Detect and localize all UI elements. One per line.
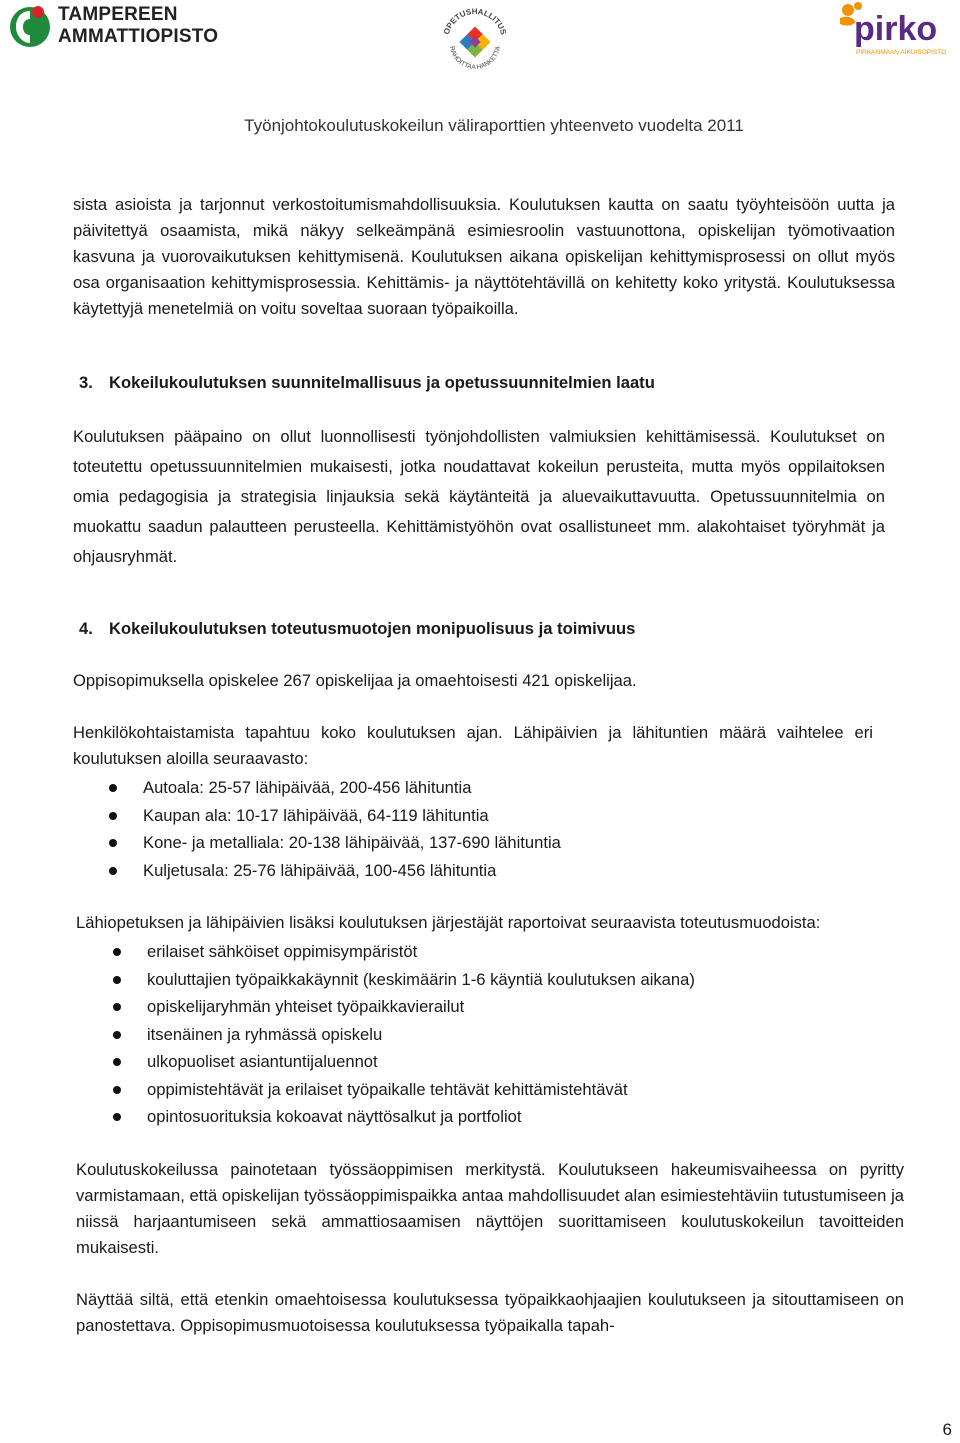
bullet-icon	[113, 1113, 121, 1121]
field-item	[73, 774, 903, 802]
pirko-subtitle: PIRKANMAAN AIKUISOPISTO	[856, 49, 947, 56]
bullet-icon	[113, 1003, 121, 1011]
field-item-text: Kuljetusala: 25-76 lähipäivää, 100-456 lähituntia	[143, 860, 497, 880]
field-item-text: Kaupan ala: 10-17 lähipäivää, 64-119 lähituntia	[143, 805, 489, 825]
field-item-text: Kone- ja metalliala: 20-138 lähipäivää, 137-690 lähituntia	[143, 833, 561, 852]
forms-intro-paragraph: Lähiopetuksen ja lähipäivien lisäksi koulutuksen järjestäjät raportoivat seuraavista toteutusmuodoista:	[76, 913, 821, 932]
page-number: 6	[942, 1420, 952, 1439]
form-item	[73, 1048, 903, 1076]
running-title: Työnjohtokoulutuskokeilun väliraporttien yhteenveto vuodelta 2011	[244, 116, 744, 135]
bullet-icon	[113, 976, 121, 984]
pirko-wordmark: pirko	[854, 10, 938, 48]
form-item-text: opintosuorituksia kokoavat näyttösalkut ja portfoliot	[147, 1107, 522, 1126]
section-4-heading	[73, 616, 903, 642]
pirko-logo	[834, 0, 956, 58]
oph-ring-bottom: RAHOITTAA HANKETTA	[448, 45, 502, 72]
form-item-text: kouluttajien työpaikkakäynnit (keskimäärin 1-6 käyntiä koulutuksen aikana)	[147, 969, 695, 989]
form-item-text: opiskelijaryhmän yhteiset työpaikkavierailut	[147, 997, 465, 1016]
bullet-icon	[113, 1086, 121, 1094]
students-paragraph: Oppisopimuksella opiskelee 267 opiskelijaa ja omaehtoisesti 421 opiskelijaa.	[73, 671, 637, 690]
field-item	[73, 802, 903, 830]
field-item	[73, 857, 903, 885]
bullet-icon	[113, 948, 121, 956]
forms-list	[73, 938, 903, 1131]
last-paragraph: Näyttää siltä, että etenkin omaehtoisessa koulutuksessa työpaikkaohjaajien koulutukseen ja sitouttamiseen on panostettava. Oppisopimusmuotoisessa koulutuksessa työpaikalla tapah-	[76, 1289, 904, 1335]
section-4-title: Kokeilukoulutuksen toteutusmuotojen monipuolisuus ja toimivuus	[109, 619, 636, 638]
section-3-paragraph: Koulutuksen pääpaino on ollut luonnollisesti työnjohdollisten valmiuksien kehittämisessä. Koulutukset on toteutettu opetussuunnitelmien mukaisesti, jotka noudattavat kokeilun perusteita, mutta myös oppilaitoksen omia pedagogisia ja strategisia linjauksia sekä käytänteitä ja aluevaikuttavuutta. Opetussuunnitelmia on muokattu saadun palautteen perusteella. Kehittämistyöhön ovat osallistuneet mm. alakohtaiset työryhmät ja ohjausryhmät.	[73, 427, 885, 566]
form-item-text: erilaiset sähköiset oppimisympäristöt	[147, 942, 418, 961]
personalisation-paragraph: Henkilökohtaistamista tapahtuu koko koulutuksen ajan. Lähipäivien ja lähituntien määrä vaihtelee eri koulutuksen aloilla seuraavasto:	[73, 723, 873, 768]
form-item	[73, 966, 903, 994]
workplace-paragraph: Koulutuskokeilussa painotetaan työssäoppimisen merkitystä. Koulutukseen hakeumisvaiheessa on pyritty varmistamaan, että opiskelijan työssäoppimispaikka antaa mahdollisuudet alan esimiestehtäviin tutustumiseen ja niissä harjaantumiseen sekä ammattiosaamisen näyttöjen suorittamiseen koulutuskokeilun tavoitteiden mukaisesti.	[76, 1159, 904, 1257]
field-item	[73, 829, 903, 857]
intro-paragraph: sista asioista ja tarjonnut verkostoitumismahdollisuuksia. Koulutuksen kautta on saatu työyhteisöön uutta ja päivitettyä osaamista, mikä näkyy selkeämpänä esimiesroolin vastuunottona, opiskelijan työmotivaation kasvuna ja vuorovaikutuksen kehittymisenä. Koulutuksen aikana opiskelijan kehittymisprosessi on ollut myös osa organisaation kehittymisprosessia. Kehittämis- ja näyttötehtävillä on kehitetty koko yritystä. Koulutuksessa käytettyjä menetelmiä on voitu soveltaa suoraan työpaikoilla.	[73, 195, 895, 318]
section-3-number: 3.	[79, 373, 93, 392]
oph-ring-top: OPETUSHALLITUS	[441, 6, 509, 36]
field-item-text: Autoala: 25-57 lähipäivää, 200-456 lähituntia	[143, 778, 472, 797]
bullet-icon	[113, 1031, 121, 1039]
form-item	[73, 938, 903, 966]
form-item	[73, 1076, 903, 1104]
form-item	[73, 993, 903, 1021]
fields-list	[73, 774, 903, 884]
bullet-icon	[109, 867, 117, 875]
section-3-heading	[73, 370, 903, 396]
form-item	[73, 1103, 903, 1131]
tao-emblem-icon	[8, 3, 52, 49]
section-3-title: Kokeilukoulutuksen suunnitelmallisuus ja opetussuunnitelmien laatu	[109, 373, 655, 392]
tampereen-ammattiopisto-logo	[8, 2, 308, 50]
bullet-icon	[109, 784, 117, 792]
form-item	[73, 1021, 903, 1049]
bullet-icon	[113, 1058, 121, 1066]
form-item-text: itsenäinen ja ryhmässä opiskelu	[147, 1024, 383, 1044]
bullet-icon	[109, 812, 117, 820]
form-item-text: oppimistehtävät ja erilaiset työpaikalle tehtävät kehittämistehtävät	[147, 1079, 628, 1099]
bullet-icon	[109, 839, 117, 847]
section-4-number: 4.	[79, 619, 93, 638]
form-item-text: ulkopuoliset asiantuntijaluennot	[147, 1052, 378, 1071]
tao-logo-text: TAMPEREEN AMMATTIOPISTO	[58, 4, 219, 47]
opetushallitus-seal	[438, 4, 512, 78]
document-body	[73, 192, 903, 1339]
